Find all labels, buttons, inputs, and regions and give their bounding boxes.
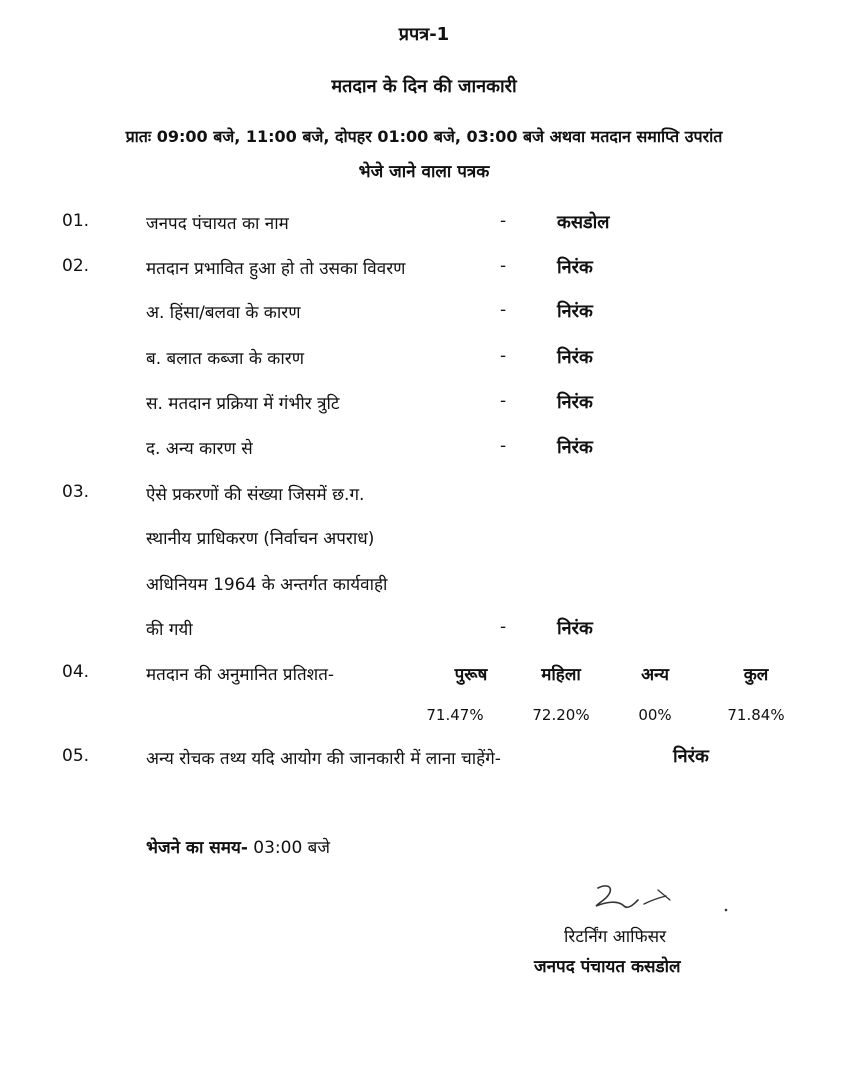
item-label: जनपद पंचायत का नाम: [146, 214, 289, 234]
percent-header-total: कुल: [743, 665, 769, 685]
send-time-value: 03:00 बजे: [253, 838, 330, 858]
percent-header-female: महिला: [541, 665, 581, 685]
percent-header-male: पुरूष: [454, 665, 488, 685]
send-time-label: भेजने का समय-: [146, 838, 248, 858]
item-value: निरंक: [557, 392, 593, 413]
signatory-designation: रिटर्निंग आफिसर: [564, 927, 667, 947]
send-time: [146, 835, 330, 858]
item-label: मतदान प्रभावित हुआ हो तो उसका विवरण: [146, 259, 406, 279]
item-label: ऐसे प्रकरणों की संख्या जिसमें छ.ग.: [146, 485, 365, 505]
item-value: निरंक: [557, 347, 593, 368]
item-dash: -: [500, 346, 507, 366]
percent-header-other: अन्य: [641, 665, 669, 685]
item-label: अ. हिंसा/बलवा के कारण: [146, 303, 301, 323]
item-dash: -: [500, 617, 507, 637]
item-value: कसडोल: [557, 212, 610, 233]
item-number: 03.: [62, 482, 90, 502]
item-label: अन्य रोचक तथ्य यदि आयोग की जानकारी में लाना चाहेंगे-: [146, 749, 501, 769]
signatory-office: जनपद पंचायत कसडोल: [534, 957, 681, 977]
item-value: निरंक: [557, 437, 593, 458]
item-number: 04.: [62, 662, 90, 682]
item-value: निरंक: [557, 257, 593, 278]
document-title: मतदान के दिन की जानकारी: [331, 76, 517, 97]
item-value: निरंक: [557, 618, 593, 639]
item-label: की गयी: [146, 620, 193, 640]
item-number: 05.: [62, 746, 90, 766]
item-label: स्थानीय प्राधिकरण (निर्वाचन अपराध): [146, 529, 375, 549]
form-number: प्रपत्र-1: [398, 24, 450, 45]
item-dash: -: [500, 256, 507, 276]
percent-value-male: 71.47%: [426, 706, 484, 724]
item-label: मतदान की अनुमानित प्रतिशत-: [146, 665, 335, 685]
percent-value-other: 00%: [638, 706, 672, 724]
item-value: निरंक: [557, 301, 593, 322]
document-subtitle-line2: भेजे जाने वाला पत्रक: [358, 162, 490, 182]
percent-value-total: 71.84%: [727, 706, 785, 724]
item-dash: -: [500, 436, 507, 456]
item-value: निरंक: [673, 746, 709, 767]
signature-scribble: [520, 880, 760, 920]
item-label: अधिनियम 1964 के अन्तर्गत कार्यवाही: [146, 575, 388, 595]
item-label: स. मतदान प्रक्रिया में गंभीर त्रुटि: [146, 394, 340, 414]
item-number: 02.: [62, 256, 90, 276]
item-label: द. अन्य कारण से: [146, 439, 253, 459]
item-dash: -: [500, 391, 507, 411]
item-dash: -: [500, 211, 507, 231]
document-subtitle-line1: प्रातः 09:00 बजे, 11:00 बजे, दोपहर 01:00 बजे, 03:00 बजे अथवा मतदान समाप्ति उपरांत: [125, 127, 723, 146]
item-dash: -: [500, 300, 507, 320]
item-label: ब. बलात कब्जा के कारण: [146, 349, 304, 369]
item-number: 01.: [62, 211, 90, 231]
percent-value-female: 72.20%: [532, 706, 590, 724]
